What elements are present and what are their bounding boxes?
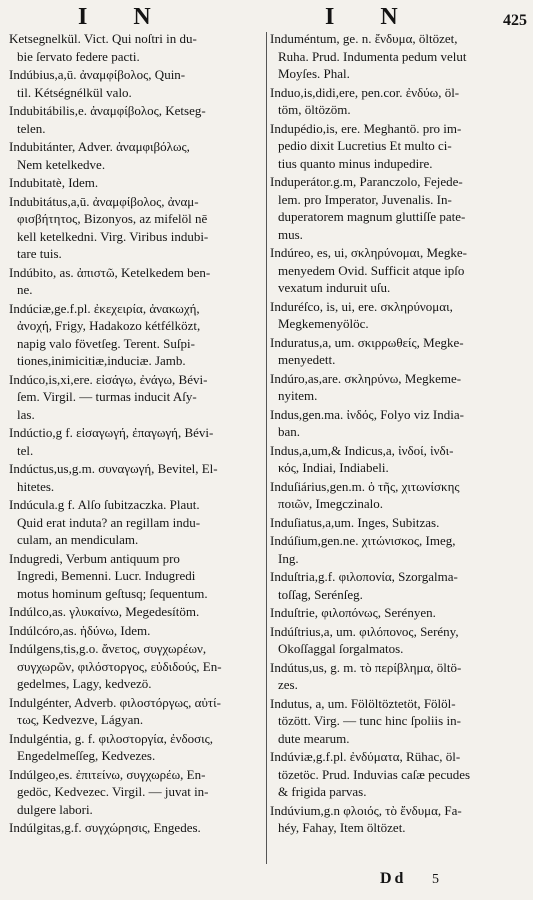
page-footer (0, 870, 533, 890)
dictionary-entry: Indúlgeo,es. ἐπιτείνω, συγχωρέω, En- gedöc, Kedvezec. Virgil. — juvat in- dulgere labori. (9, 766, 209, 817)
dictionary-entry: Indúbito, as. ἀπιστῶ, Ketelkedem ben- ne. (9, 264, 211, 297)
dictionary-entry: Induſtria,g.f. φιλοπονία, Szorgalma- toſſag, Serénſeg. (270, 569, 458, 602)
running-header (0, 4, 533, 28)
dictionary-entry: Indúco,is,xi,ere. εἰσάγω, ἐνάγω, Bévi- ſem. Virgil. — turmas inducit Aſy- las. (9, 371, 208, 422)
dictionary-entry: Indubitatè, Idem. (9, 175, 99, 190)
dictionary-entry: Indúlco,as. γλυκαίνω, Megedesítöm. (9, 604, 200, 619)
dictionary-entry: Indúlgitas,g.f. συγχώρησις, Engedes. (9, 820, 201, 835)
dictionary-entry: Induſiatus,a,um. Inges, Subitzas. (270, 514, 440, 530)
dictionary-entry: Induo,is,didi,ere, pen.cor. ἐνδύω, öl- töm, öltözöm. (270, 84, 460, 117)
dictionary-entry: Ketsegnelkül. Vict. Qui noſtri in du- bie ſervato federe pacti. (9, 31, 197, 64)
column-divider (266, 32, 267, 864)
header-left-letters: I N (78, 4, 171, 30)
dictionary-entry: Induſiárius,gen.m. ὁ τῆς, χιτωνίσκης ποιῶν, Imegczinalo. (270, 478, 460, 511)
dictionary-entry: Induréſco, is, ui, ere. σκληρύνομαι, Megkemenyölöc. (270, 298, 453, 331)
dictionary-entry: Indulgénter, Adverb. φιλοστόργως, αὐτί- τως, Kedvezve, Lágyan. (9, 694, 221, 727)
dictionary-entry: Indúro,as,are. σκληρύνω, Megkeme- nyitem. (270, 370, 462, 403)
dictionary-entry: Indubitátus,a,ū. ἀναμφίβολος, ἀναμ- φισβήτητος, Bizonyos, az mifelöl nē kell ketelkedni. Virg. Viribus indubi- tare tuis. (9, 193, 209, 261)
signature-number: 5 (432, 872, 439, 887)
dictionary-entry: Indubitánter, Adver. ἀναμφιβόλως, Nem ketelkedve. (9, 139, 190, 172)
dictionary-entry: Indúſtrius,a, um. φιλόπονος, Serény, Okoſſaggal ſorgalmatos. (270, 623, 459, 656)
dictionary-entry: Indúciæ,ge.f.pl. ἐκεχειρία, ἀνακωχή, ἀνοχή, Frigy, Hadakozo kétfélközt, napig valo fövetſeg. Terent. Suſpi- tiones,inimicitiæ,induciæ. Jamb. (9, 300, 201, 368)
left-column (9, 30, 264, 860)
dictionary-entry: Indus,gen.ma. ἰνδός, Folyo viz India- ban. (270, 406, 464, 439)
dictionary-entry: Indúvium,g.n φλοιός, τὸ ἔνδυμα, Fa- héy, Fahay, Item öltözet. (270, 802, 462, 835)
dictionary-entry: Indútus,us, g. m. τὸ περίβλημα, öltö- zes. (270, 659, 462, 692)
dictionary-entry: Indúlcóro,as. ἡδύνω, Idem. (9, 622, 151, 638)
dictionary-entry: Indus,a,um,& Indicus,a, ἰνδοί, ἰνδι- κός, Indiai, Indiabeli. (270, 442, 454, 475)
right-column (270, 30, 528, 860)
dictionary-entry: Indúſium,gen.ne. χιτώνισκος, Imeg, Ing. (270, 533, 456, 566)
dictionary-entry: Indúcula.g f. Alſo ſubitzaczka. Plaut. Quid erat induta? an regillam indu- culam, an mendiculam. (9, 497, 201, 547)
dictionary-entry: Indúbius,a,ū. ἀναμφίβολος, Quin- til. Kétségnélkül valo. (9, 67, 186, 100)
dictionary-entry: Indúviæ,g.f.pl. ἐνδύματα, Rühac, öl- tözetöc. Prud. Induvias caſæ pecudes & frigida parvas. (270, 749, 471, 799)
dictionary-entry: Indubitábilis,e. ἀναμφίβολος, Ketseg- telen. (9, 103, 206, 136)
dictionary-entry: Indupédio,is, ere. Meghantö. pro im- pedio dixit Lucretius Et multo ci- tius quanto minus indupedire. (270, 120, 462, 171)
dictionary-entry: Indulgéntia, g. f. φιλοστοργία, ἐνδοσις, Engedelmeſſeg, Kedvezes. (9, 730, 213, 763)
dictionary-entry: Indúctio,g f. εἰσαγωγή, ἐπαγωγή, Bévi- tel. (9, 425, 214, 458)
dictionary-entry: Induméntum, ge. n. ἔνδυμα, öltözet, Ruha. Prud. Indumenta pedum velut Moyſes. Phal. (270, 31, 467, 81)
dictionary-entry: Indugredi, Verbum antiquum pro Ingredi, Bemenni. Lucr. Indugredi motus hominum geſtusq; ſequentum. (9, 550, 208, 601)
dictionary-entry: Indutus, a, um. Fölöltöztetöt, Fölöl- tözött. Virg. — tunc hinc ſpoliis in- dute mearum. (270, 695, 461, 746)
dictionary-entry: Induratus,a, um. σκιρρωθείς, Megke- menyedett. (270, 334, 464, 367)
dictionary-entry: Induperátor.g.m, Paranczolo, Fejede- lem. pro Imperator, Juvenalis. In- duperatorem magnum gluttiſſe pate- mus. (270, 174, 466, 242)
header-right-letters: I N (325, 4, 418, 30)
dictionary-entry: Induſtrie, φιλοπόνως, Serényen. (270, 605, 436, 620)
dictionary-entry: Indúctus,us,g.m. συναγωγή, Bevitel, El- hitetes. (9, 461, 218, 494)
dictionary-entry: Indúreo, es, ui, σκληρύνομαι, Megke- menyedem Ovid. Sufficit atque ipſo vexatum induruit uſu. (270, 245, 467, 295)
page-number: 425 (503, 12, 527, 29)
dictionary-entry: Indúlgens,tis,g.o. ἄνετος, συγχωρέων, συγχωρῶν, φιλόστοργος, εὐδιδούς, En- gedelmes, Lagy, kedvezö. (9, 641, 222, 691)
signature-mark: Dd (380, 870, 407, 887)
